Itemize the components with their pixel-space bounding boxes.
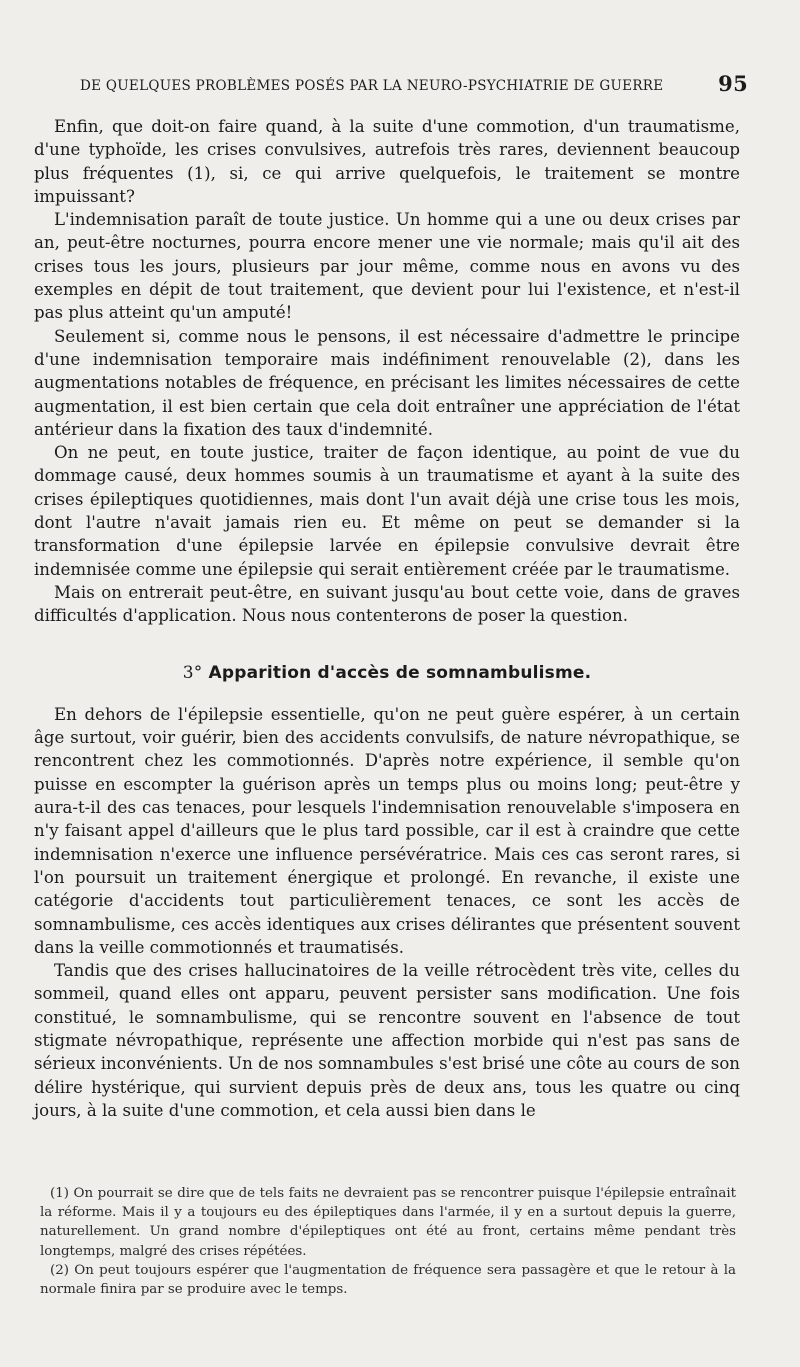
running-title: DE QUELQUES PROBLÈMES POSÉS PAR LA NEURO-PSYCHIATRIE DE GUERRE: [80, 78, 664, 94]
page-header: [80, 70, 748, 96]
paragraph: En dehors de l'épilepsie essentielle, qu'on ne peut guère espérer, à un certain âge surtout, voir guérir, bien des accidents convulsifs, de nature névropathique, se rencontrent chez les commotionnés. D'après notre expérience, il semble qu'on puisse en escompter la guérison après un temps plus ou moins long; peut-être y aura-t-il des cas tenaces, pour lesquels l'indemnisation renouvelable s'imposera en n'y faisant appel d'ailleurs que le plus tard possible, car il est à craindre que cette indemnisation n'exerce une influence persévératrice. Mais ces cas seront rares, si l'on poursuit un traitement énergique et prolongé. En revanche, il existe une catégorie d'accidents tout particulièrement tenaces, ce sont les accès de somnambulisme, ces accès identiques aux crises délirantes que présentent souvent dans la veille commotionnés et traumatisés.: [34, 704, 740, 957]
paragraph: Enfin, que doit-on faire quand, à la suite d'une commotion, d'un traumatisme, d'une typhoïde, les crises convulsives, autrefois très rares, deviennent beaucoup plus fréquentes (1), si, ce qui arrive quelquefois, le traitement se montre impuissant?: [34, 117, 740, 206]
footnote: (1) On pourrait se dire que de tels faits ne devraient pas se rencontrer puisque l'épilepsie entraînait la réforme. Mais il y a toujours eu des épileptiques dans l'armée, il y en a surtout depuis la guerre, naturellement. Un grand nombre d'épileptiques ont été au front, certains même pendant très longtemps, malgré des crises répétées.: [40, 1186, 736, 1259]
paragraph: Mais on entrerait peut-être, en suivant jusqu'au bout cette voie, dans de graves difficultés d'application. Nous nous contenterons de poser la question.: [34, 582, 740, 626]
footnote: (2) On peut toujours espérer que l'augmentation de fréquence sera passagère et que le retour à la normale finira par se produire avec le temps.: [40, 1262, 736, 1298]
body-text: [34, 115, 740, 1122]
paragraph: Tandis que des crises hallucinatoires de la veille rétrocèdent très vite, celles du sommeil, quand elles ont apparu, peuvent persister sans modification. Une fois constitué, le somnambulisme, qui se rencontre souvent en l'absence de tout stigmate névropathique, représente une affection morbide qui n'est pas sans de sérieux inconvénients. Un de nos somnambules s'est brisé une côte au cours de son délire hystérique, qui survient depuis près de deux ans, tous les quatre ou cinq jours, à la suite d'une commotion, et cela aussi bien dans le: [34, 961, 740, 1120]
footnotes: [40, 1184, 736, 1299]
section-heading: [34, 662, 740, 685]
paragraph: Seulement si, comme nous le pensons, il est nécessaire d'admettre le principe d'une indemnisation temporaire mais indéfiniment renouvelable (2), dans les augmentations notables de fréquence, en précisant les limites nécessaires de cette augmentation, il est bien certain que cela doit entraîner une appréciation de l'état antérieur dans la fixation des taux d'indemnité.: [34, 326, 740, 439]
paragraph: On ne peut, en toute justice, traiter de façon identique, au point de vue du dommage causé, deux hommes soumis à un traumatisme et ayant à la suite des crises épileptiques quotidiennes, mais dont l'un avait déjà une crise tous les mois, dont l'autre n'avait jamais rien eu. Et même on peut se demander si la transformation d'une épilepsie larvée en épilepsie convulsive devrait être indemnisée comme une épilepsie qui serait entièrement créée par le traumatisme.: [34, 443, 740, 579]
section-title: Apparition d'accès de somnambulisme.: [208, 662, 592, 683]
paragraph: L'indemnisation paraît de toute justice. Un homme qui a une ou deux crises par an, peut-être nocturnes, pourra encore mener une vie normale; mais qu'il ait des crises tous les jours, plusieurs par jour même, comme nous en avons vu des exemples en dépit de tout traitement, que devient pour lui l'existence, et n'est-il pas plus atteint qu'un amputé!: [34, 210, 740, 323]
section-number: 3°: [182, 662, 203, 683]
page-number: 95: [718, 71, 748, 96]
